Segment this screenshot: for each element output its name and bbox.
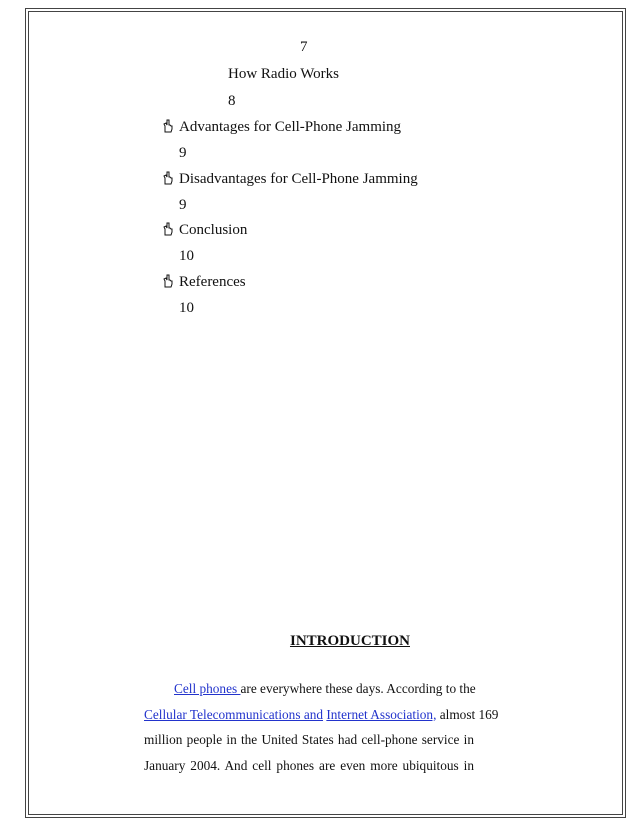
pointing-hand-icon bbox=[162, 171, 174, 190]
toc-subitem-marker bbox=[206, 66, 218, 83]
paragraph-line bbox=[144, 702, 499, 728]
paragraph-line: January 2004. And cell phones are even more ubiquitous in bbox=[144, 757, 474, 773]
introduction-title: INTRODUCTION bbox=[289, 633, 410, 649]
pointing-hand-icon bbox=[162, 274, 174, 293]
toc-item-page: 10 bbox=[179, 248, 194, 264]
paragraph-line: million people in the United States had cell-phone service in bbox=[144, 732, 474, 748]
internet-association-link[interactable]: Internet Association, bbox=[326, 706, 437, 722]
pointing-hand-icon bbox=[162, 222, 174, 241]
toc-item-label: Advantages for Cell-Phone Jamming bbox=[179, 119, 402, 135]
toc-item-page: 9 bbox=[179, 197, 187, 213]
line-text: almost 169 bbox=[436, 706, 499, 722]
introduction-paragraph bbox=[144, 676, 499, 778]
toc-subitem-page: 8 bbox=[228, 93, 236, 109]
toc-subitem-label: How Radio Works bbox=[228, 66, 340, 82]
toc-item-label: References bbox=[179, 274, 246, 290]
paragraph-line bbox=[144, 676, 474, 702]
toc-item-page: 10 bbox=[179, 300, 194, 316]
toc-page-number: 7 bbox=[300, 39, 308, 55]
cell-phones-link[interactable]: Cell phones bbox=[174, 681, 241, 696]
section-heading bbox=[0, 632, 638, 650]
line-text: are everywhere these days. According to the bbox=[240, 681, 476, 696]
toc-item-label: Conclusion bbox=[179, 222, 248, 238]
cellular-telecom-link[interactable]: Cellular Telecommunications and bbox=[144, 706, 324, 722]
pointing-hand-icon bbox=[162, 119, 174, 138]
toc-item-label: Disadvantages for Cell-Phone Jamming bbox=[179, 171, 418, 187]
toc-item-page: 9 bbox=[179, 145, 187, 161]
